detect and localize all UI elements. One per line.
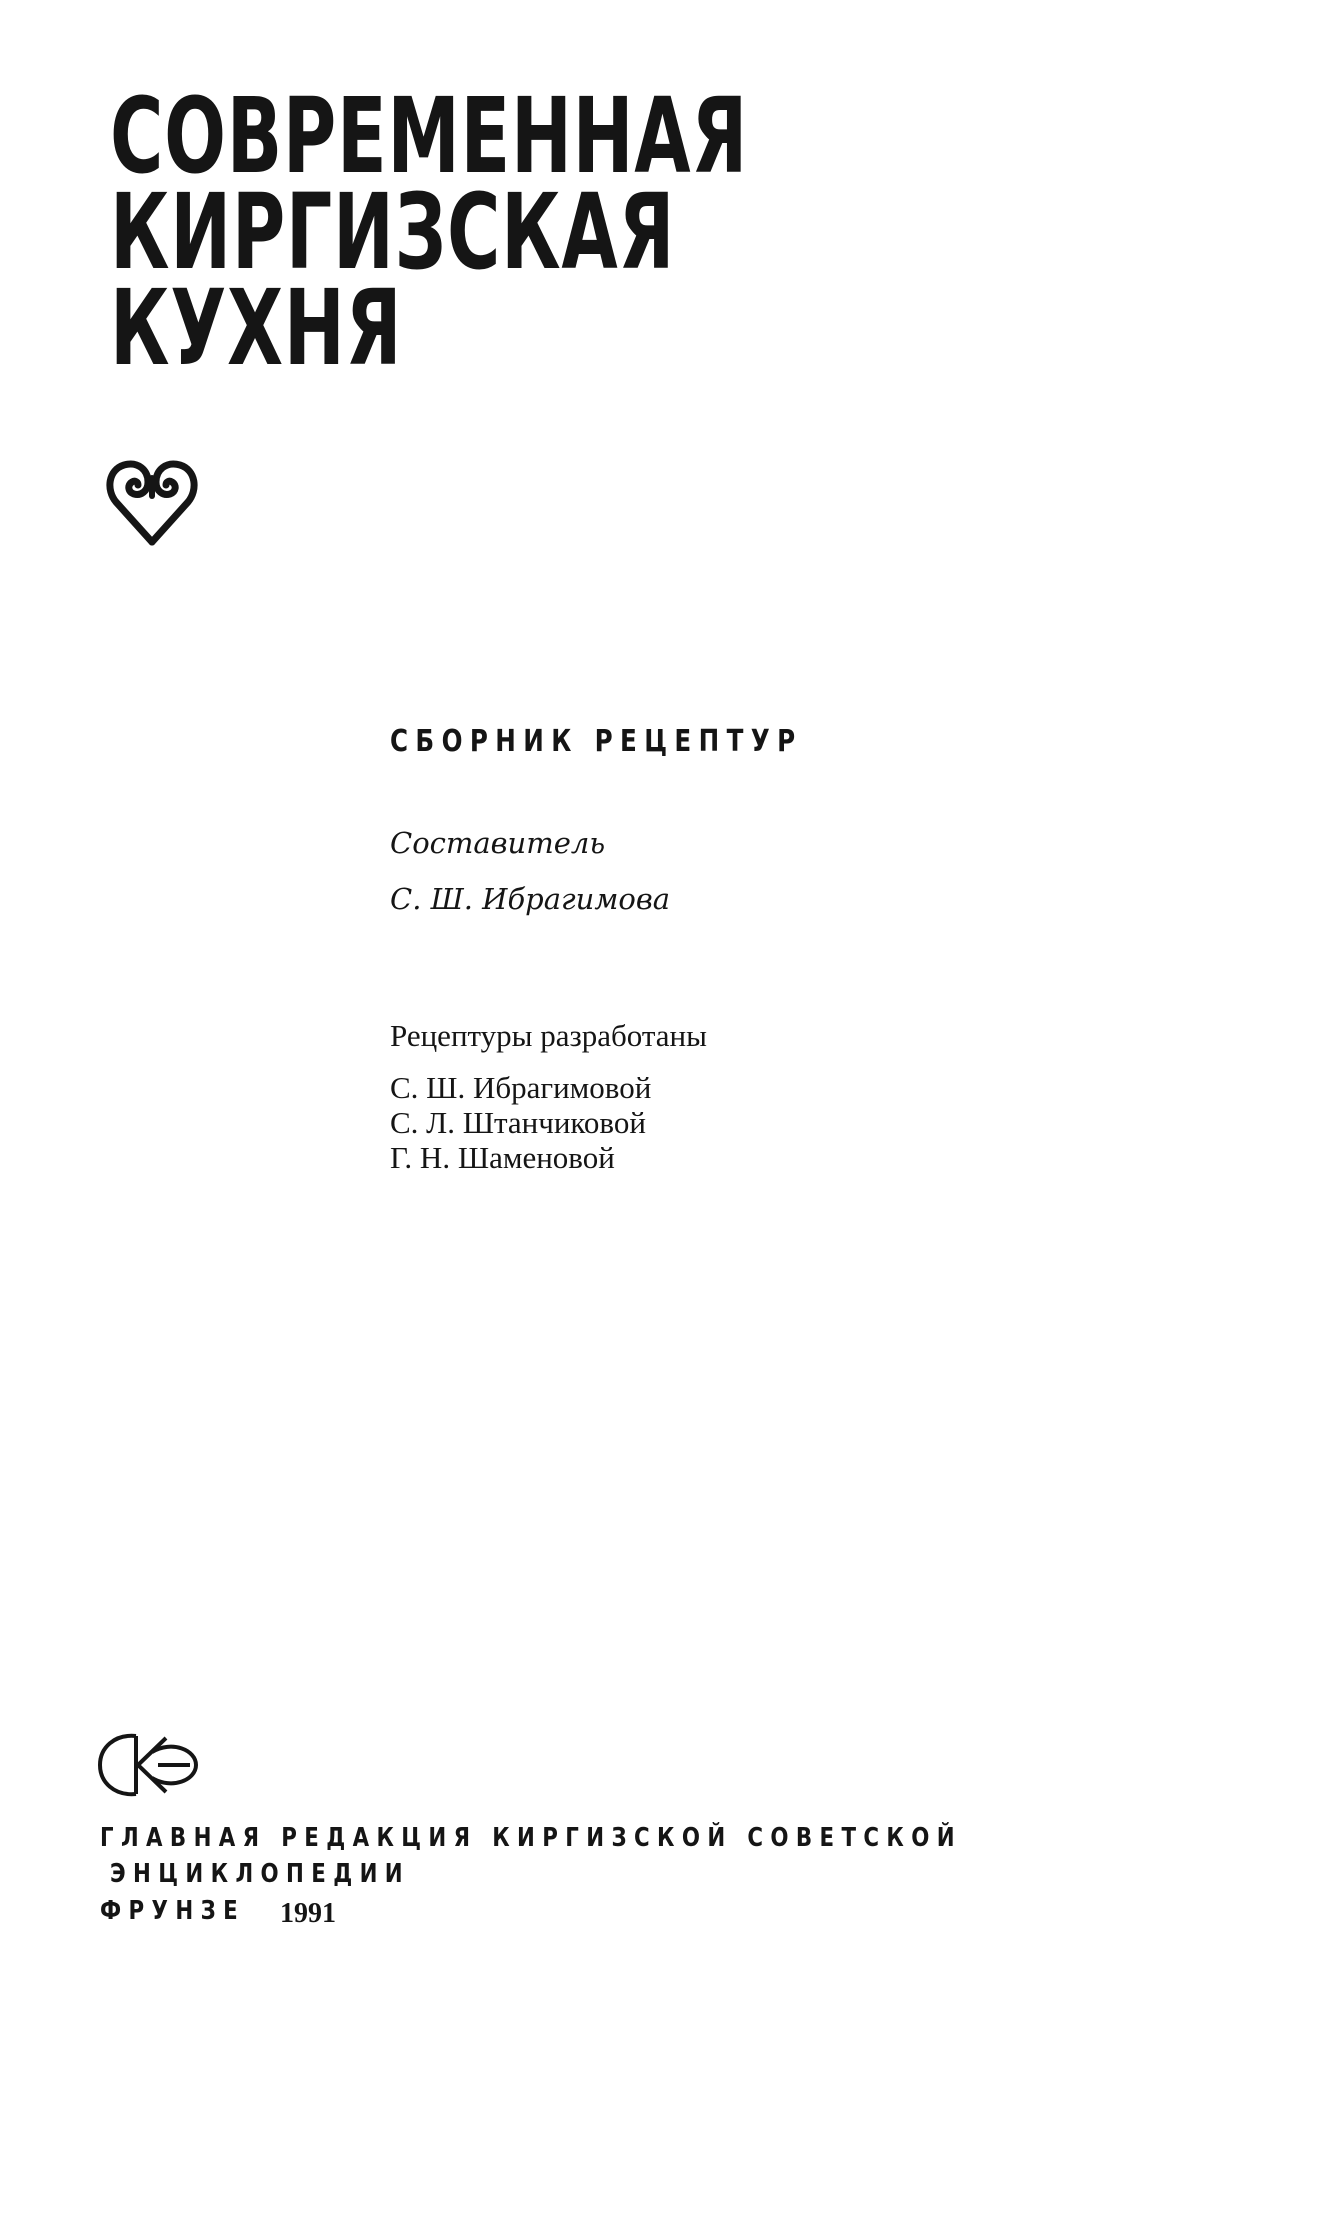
book-title-line-3: КУХНЯ <box>110 267 403 389</box>
compiler-name: С. Ш. Ибрагимова <box>390 882 671 916</box>
publisher-logo-icon <box>92 1728 202 1802</box>
publisher-name-line-1: ГЛАВНАЯ РЕДАКЦИЯ КИРГИЗСКОЙ СОВЕТСКОЙ <box>100 1823 962 1853</box>
book-title-line-2: КИРГИЗСКАЯ <box>110 171 676 293</box>
publication-year: 1991 <box>280 1898 336 1929</box>
publisher-name-line-2: ЭНЦИКЛОПЕДИИ <box>110 1859 411 1889</box>
publication-city: ФРУНЗЕ <box>100 1896 246 1926</box>
book-title-line-1: СОВРЕМЕННАЯ <box>110 75 749 197</box>
publisher-name <box>100 1820 1100 1892</box>
collection-subtitle: СБОРНИК РЕЦЕПТУР <box>390 724 803 759</box>
developers-list <box>390 1070 651 1175</box>
developer-name: С. Ш. Ибрагимовой <box>390 1070 652 1105</box>
developer-name: Г. Н. Шаменовой <box>390 1140 615 1175</box>
developers-label: Рецептуры разработаны <box>390 1018 707 1053</box>
kyrgyz-ornament-icon <box>106 456 198 548</box>
compiler-label: Составитель <box>390 826 606 860</box>
book-title <box>110 75 1010 389</box>
developer-name: С. Л. Штанчиковой <box>390 1105 646 1140</box>
